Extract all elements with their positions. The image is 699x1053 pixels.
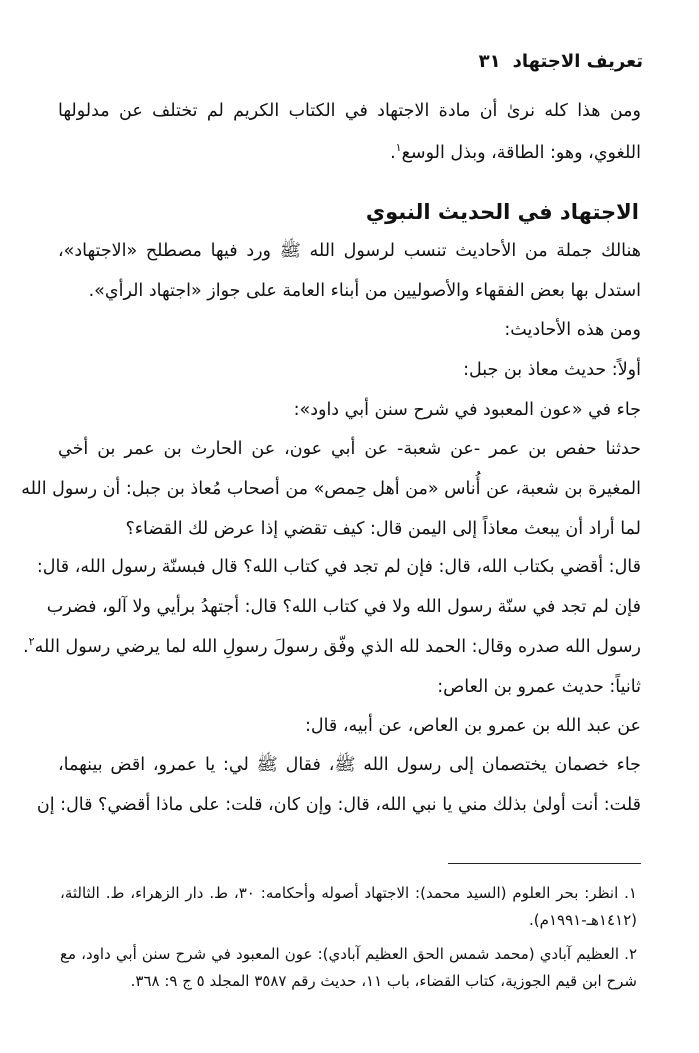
footnote-marker-1: ١: [395, 141, 402, 155]
body-line-10: فإن لم تجد في سنّة رسول الله ولا في كتاب الله؟ قال: أجتهدُ برأيي ولا آلو، فضرب: [46, 597, 641, 617]
footnote-1-line-1: ١. انظر: بحر العلوم (السيد محمد): الاجتهاد أصوله وأحكامه: ٣٠، ط. دار الزهراء، ط. الثالثة،: [60, 884, 637, 902]
running-header: [60, 46, 643, 76]
intro-line-2-text: اللغوي، وهو: الطاقة، وبذل الوسع: [401, 143, 641, 163]
body-line-4: أولاً: حديث معاذ بن جبل:: [463, 360, 641, 380]
intro-line-1: ومن هذا كله نرىٰ أن مادة الاجتهاد في الكتاب الكريم لم تختلف عن مدلولها: [58, 101, 641, 121]
body-line-11: [23, 632, 641, 662]
body-line-14: جاء خصمان يختصمان إلى رسول الله ﷺ، فقال ﷺ لي: يا عمرو، اقض بينهما،: [58, 755, 641, 775]
body-line-8: لما أراد أن يبعث معاذاً إلى اليمن قال: كيف تقضي إذا عرض لك القضاء؟: [125, 519, 641, 539]
section-heading: الاجتهاد في الحديث النبوي: [365, 200, 639, 224]
body-line-3: ومن هذه الأحاديث:: [504, 320, 641, 340]
body-line-7: المغيرة بن شعبة، عن أُناس «من أهل حِمص» من أصحاب مُعاذ بن جبل: أن رسول الله: [21, 479, 641, 499]
header-title: تعريف الاجتهاد: [512, 50, 643, 72]
footnote-1-line-2: (١٤١٢هـ-١٩٩١م).: [529, 911, 637, 929]
body-line-6: حدثنا حفص بن عمر -عن شعبة- عن أبي عون، عن الحارث بن عمر بن أخي: [58, 439, 641, 459]
body-line-1: هنالك جملة من الأحاديث تنسب لرسول الله ﷺ ورد فيها مصطلح «الاجتهاد»،: [58, 241, 641, 261]
body-line-9: قال: أقضي بكتاب الله، قال: فإن لم تجد في كتاب الله؟ قال فبسنّة رسول الله، قال:: [36, 557, 641, 577]
footnote-marker-2: ٢: [28, 635, 35, 649]
body-line-11-end: .: [23, 637, 29, 657]
page-number: ٣١: [478, 50, 501, 72]
body-line-15: قلت: أنت أولىٰ بذلك مني يا نبي الله، قال: وإن كان، قلت: على ماذا أقضي؟ قال: إن: [36, 795, 641, 815]
body-line-13: عن عبد الله بن عمرو بن العاص، عن أبيه، قال:: [304, 716, 641, 736]
body-line-11-text: رسول الله صدره وقال: الحمد لله الذي وفّق رسولَ رسولِ الله لما يرضي رسول الله: [34, 637, 641, 657]
footnote-2-line-1: ٢. العظيم آبادي (محمد شمس الحق العظيم آبادي): عون المعبود في شرح سنن أبي داود، مع: [60, 945, 637, 963]
body-line-2: استدل بها بعض الفقهاء والأصوليين من أبناء العامة على جواز «اجتهاد الرأي».: [88, 281, 641, 301]
footnote-separator: [448, 863, 641, 864]
footnote-2-line-2: شرح ابن قيم الجوزية، كتاب القضاء، باب ١١، حديث رقم ٣٥٨٧ المجلد ٥ ج ٩: ٣٦٨.: [130, 972, 637, 990]
body-line-5: جاء في «عون المعبود في شرح سنن أبي داود»:: [293, 400, 641, 420]
intro-line-2: [58, 138, 641, 168]
body-line-12: ثانياً: حديث عمرو بن العاص:: [437, 677, 641, 697]
intro-line-2-end: .: [390, 143, 396, 163]
